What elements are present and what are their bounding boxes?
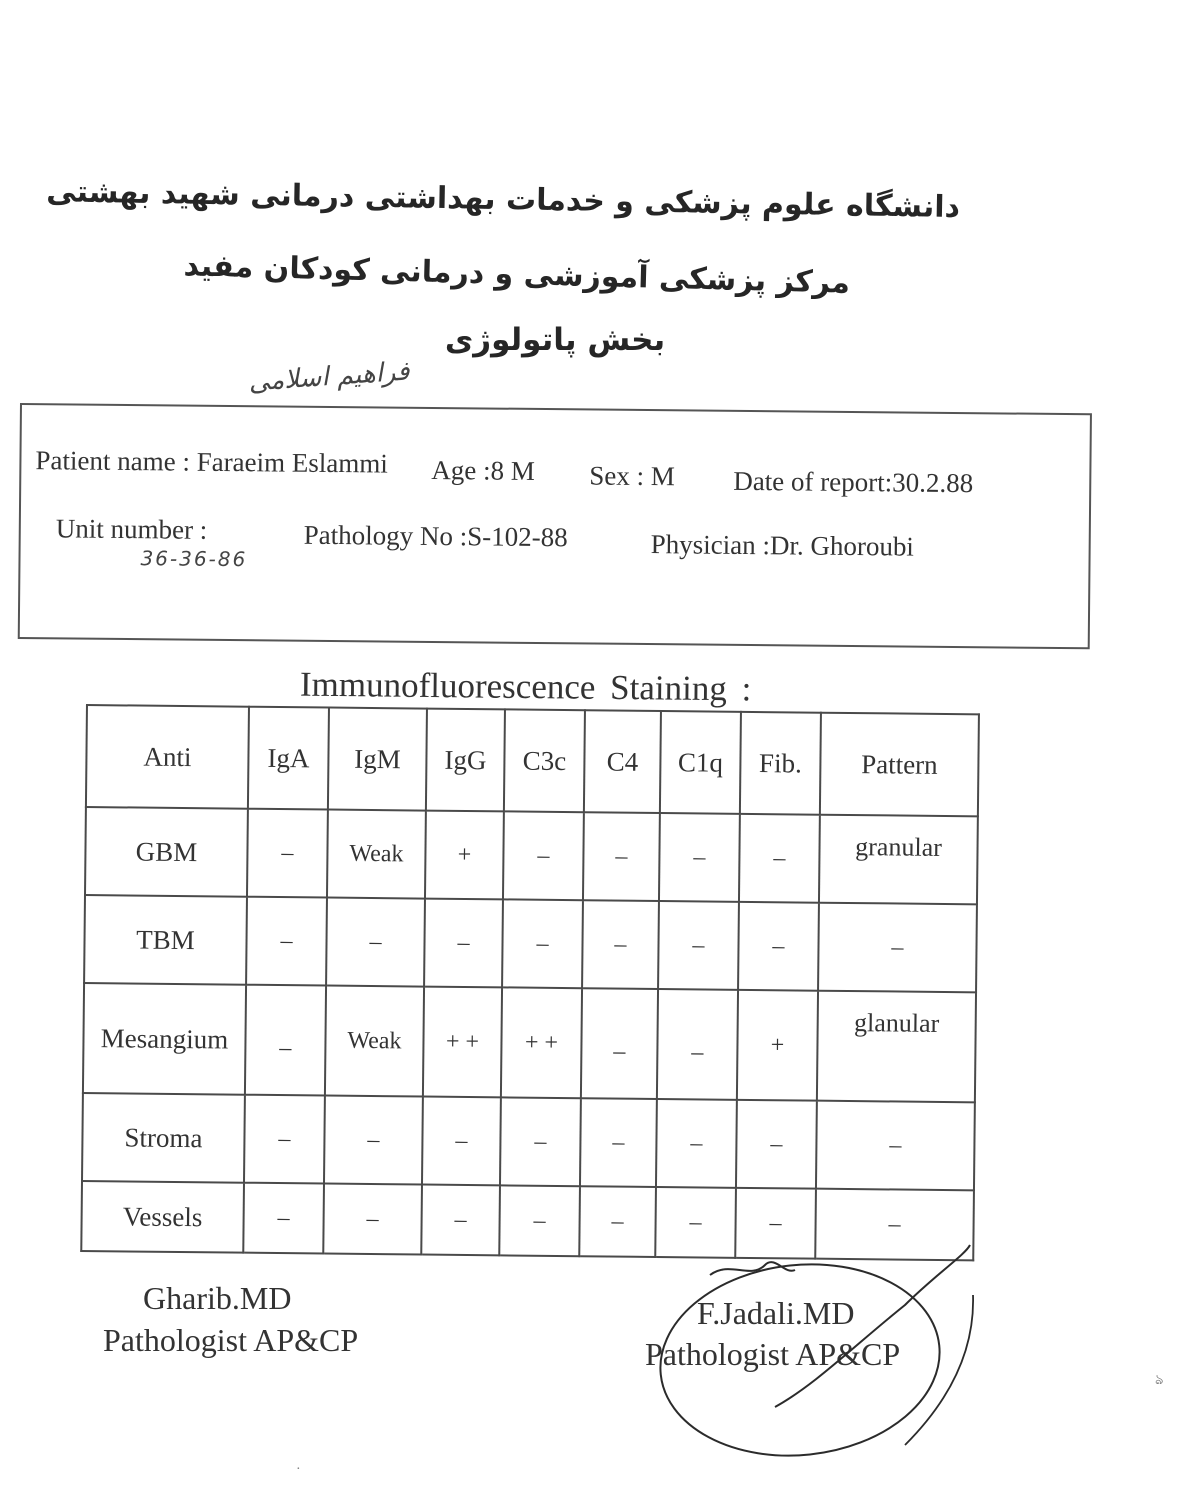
header-c1q: C1q bbox=[660, 711, 741, 814]
table-cell: – bbox=[324, 1096, 423, 1185]
right-signatory-title: Pathologist AP&CP bbox=[645, 1336, 901, 1372]
table-cell: – bbox=[583, 812, 660, 901]
table-cell: + bbox=[737, 990, 818, 1101]
table-cell: – bbox=[323, 1184, 422, 1255]
header-anti: Anti bbox=[86, 705, 249, 809]
stray-mark: ঌ bbox=[1155, 1373, 1164, 1388]
pathology-number: Pathology No :S-102-88 bbox=[303, 519, 568, 553]
table-cell: – bbox=[243, 1183, 324, 1254]
table-cell: – bbox=[658, 901, 739, 990]
patient-sex: Sex : M bbox=[589, 460, 675, 492]
table-cell: – bbox=[246, 897, 327, 986]
header-fib: Fib. bbox=[740, 712, 821, 815]
header-row bbox=[86, 705, 979, 816]
header-c4: C4 bbox=[584, 710, 661, 813]
header-igm: IgM bbox=[328, 708, 427, 811]
table-cell: – bbox=[738, 902, 819, 991]
table-cell: – bbox=[500, 1097, 581, 1186]
patient-name: Patient name : Faraeim Eslammi bbox=[35, 445, 389, 479]
table-cell: – bbox=[502, 899, 583, 988]
pattern-cell: – bbox=[816, 1101, 975, 1191]
pattern-cell: granular bbox=[819, 815, 978, 905]
table-cell: – bbox=[580, 1098, 657, 1187]
table-cell: – bbox=[244, 1095, 325, 1184]
university-name: دانشگاه علوم پزشکی و خدمات بهداشتی درمانی شهید بهشتی bbox=[45, 174, 961, 226]
left-signatory-name: Gharib.MD bbox=[143, 1280, 292, 1316]
table-cell: _ bbox=[245, 985, 326, 1096]
table-cell: – bbox=[739, 814, 820, 903]
header-iga: IgA bbox=[248, 707, 329, 810]
table-cell: Weak bbox=[325, 986, 424, 1097]
handwritten-patient-name: فراهیم اسلامی bbox=[247, 356, 411, 398]
table-cell: – bbox=[503, 811, 584, 900]
table-cell: + + bbox=[423, 987, 502, 1098]
pattern-cell: glanular bbox=[817, 991, 976, 1103]
table-cell: + bbox=[425, 811, 504, 900]
table-cell: – bbox=[326, 898, 425, 987]
table-cell: – bbox=[247, 809, 328, 898]
table-cell: – bbox=[499, 1185, 580, 1256]
table-cell: – bbox=[424, 899, 503, 988]
table-cell: – bbox=[659, 813, 740, 902]
handwritten-signature bbox=[655, 1235, 985, 1465]
patient-age: Age :8 M bbox=[431, 454, 536, 486]
pattern-cell: – bbox=[818, 903, 977, 993]
table-cell: _ bbox=[657, 989, 738, 1100]
table-cell: – bbox=[579, 1186, 656, 1257]
table-cell: _ bbox=[581, 988, 658, 1099]
row-label: Vessels bbox=[81, 1181, 244, 1253]
row-label: Stroma bbox=[82, 1093, 245, 1183]
table-cell: – bbox=[422, 1097, 501, 1186]
row-label: TBM bbox=[84, 895, 247, 985]
row-label: Mesangium bbox=[83, 983, 246, 1095]
department-name: بخش پاتولوژی bbox=[444, 322, 666, 358]
physician-name: Physician :Dr. Ghoroubi bbox=[650, 529, 915, 562]
left-signatory-title: Pathologist AP&CP bbox=[103, 1322, 359, 1358]
row-label: GBM bbox=[85, 807, 248, 897]
unit-number-value: 36-36-86 bbox=[140, 546, 248, 572]
table-cell: Weak bbox=[327, 810, 426, 899]
pattern-cell: – bbox=[815, 1189, 974, 1261]
table-row bbox=[83, 983, 976, 1102]
table-row bbox=[82, 1093, 975, 1190]
unit-number-label: Unit number : bbox=[55, 513, 208, 545]
table-cell: – bbox=[656, 1099, 737, 1188]
table-cell: + + bbox=[501, 987, 582, 1098]
report-date: Date of report:30.2.88 bbox=[733, 465, 974, 499]
table-cell: – bbox=[655, 1187, 736, 1258]
table-cell: – bbox=[582, 900, 659, 989]
right-signatory-name: F.Jadali.MD bbox=[697, 1295, 855, 1331]
header-pattern: Pattern bbox=[820, 713, 979, 817]
header-c3c: C3c bbox=[504, 709, 585, 812]
immunofluorescence-table bbox=[80, 704, 980, 1261]
patient-info-box bbox=[18, 403, 1092, 649]
table-row bbox=[84, 895, 977, 992]
header-igg: IgG bbox=[426, 709, 505, 812]
table-row bbox=[85, 807, 978, 904]
table-cell: – bbox=[735, 1188, 816, 1259]
medical-center-name: مرکز پزشکی آموزشی و درمانی کودکان مفید bbox=[183, 248, 851, 301]
table-cell: – bbox=[736, 1100, 817, 1189]
table-cell: – bbox=[421, 1185, 500, 1256]
stray-mark: · bbox=[296, 1462, 301, 1477]
table-title: Immunofluorescence Staining : bbox=[299, 664, 752, 709]
